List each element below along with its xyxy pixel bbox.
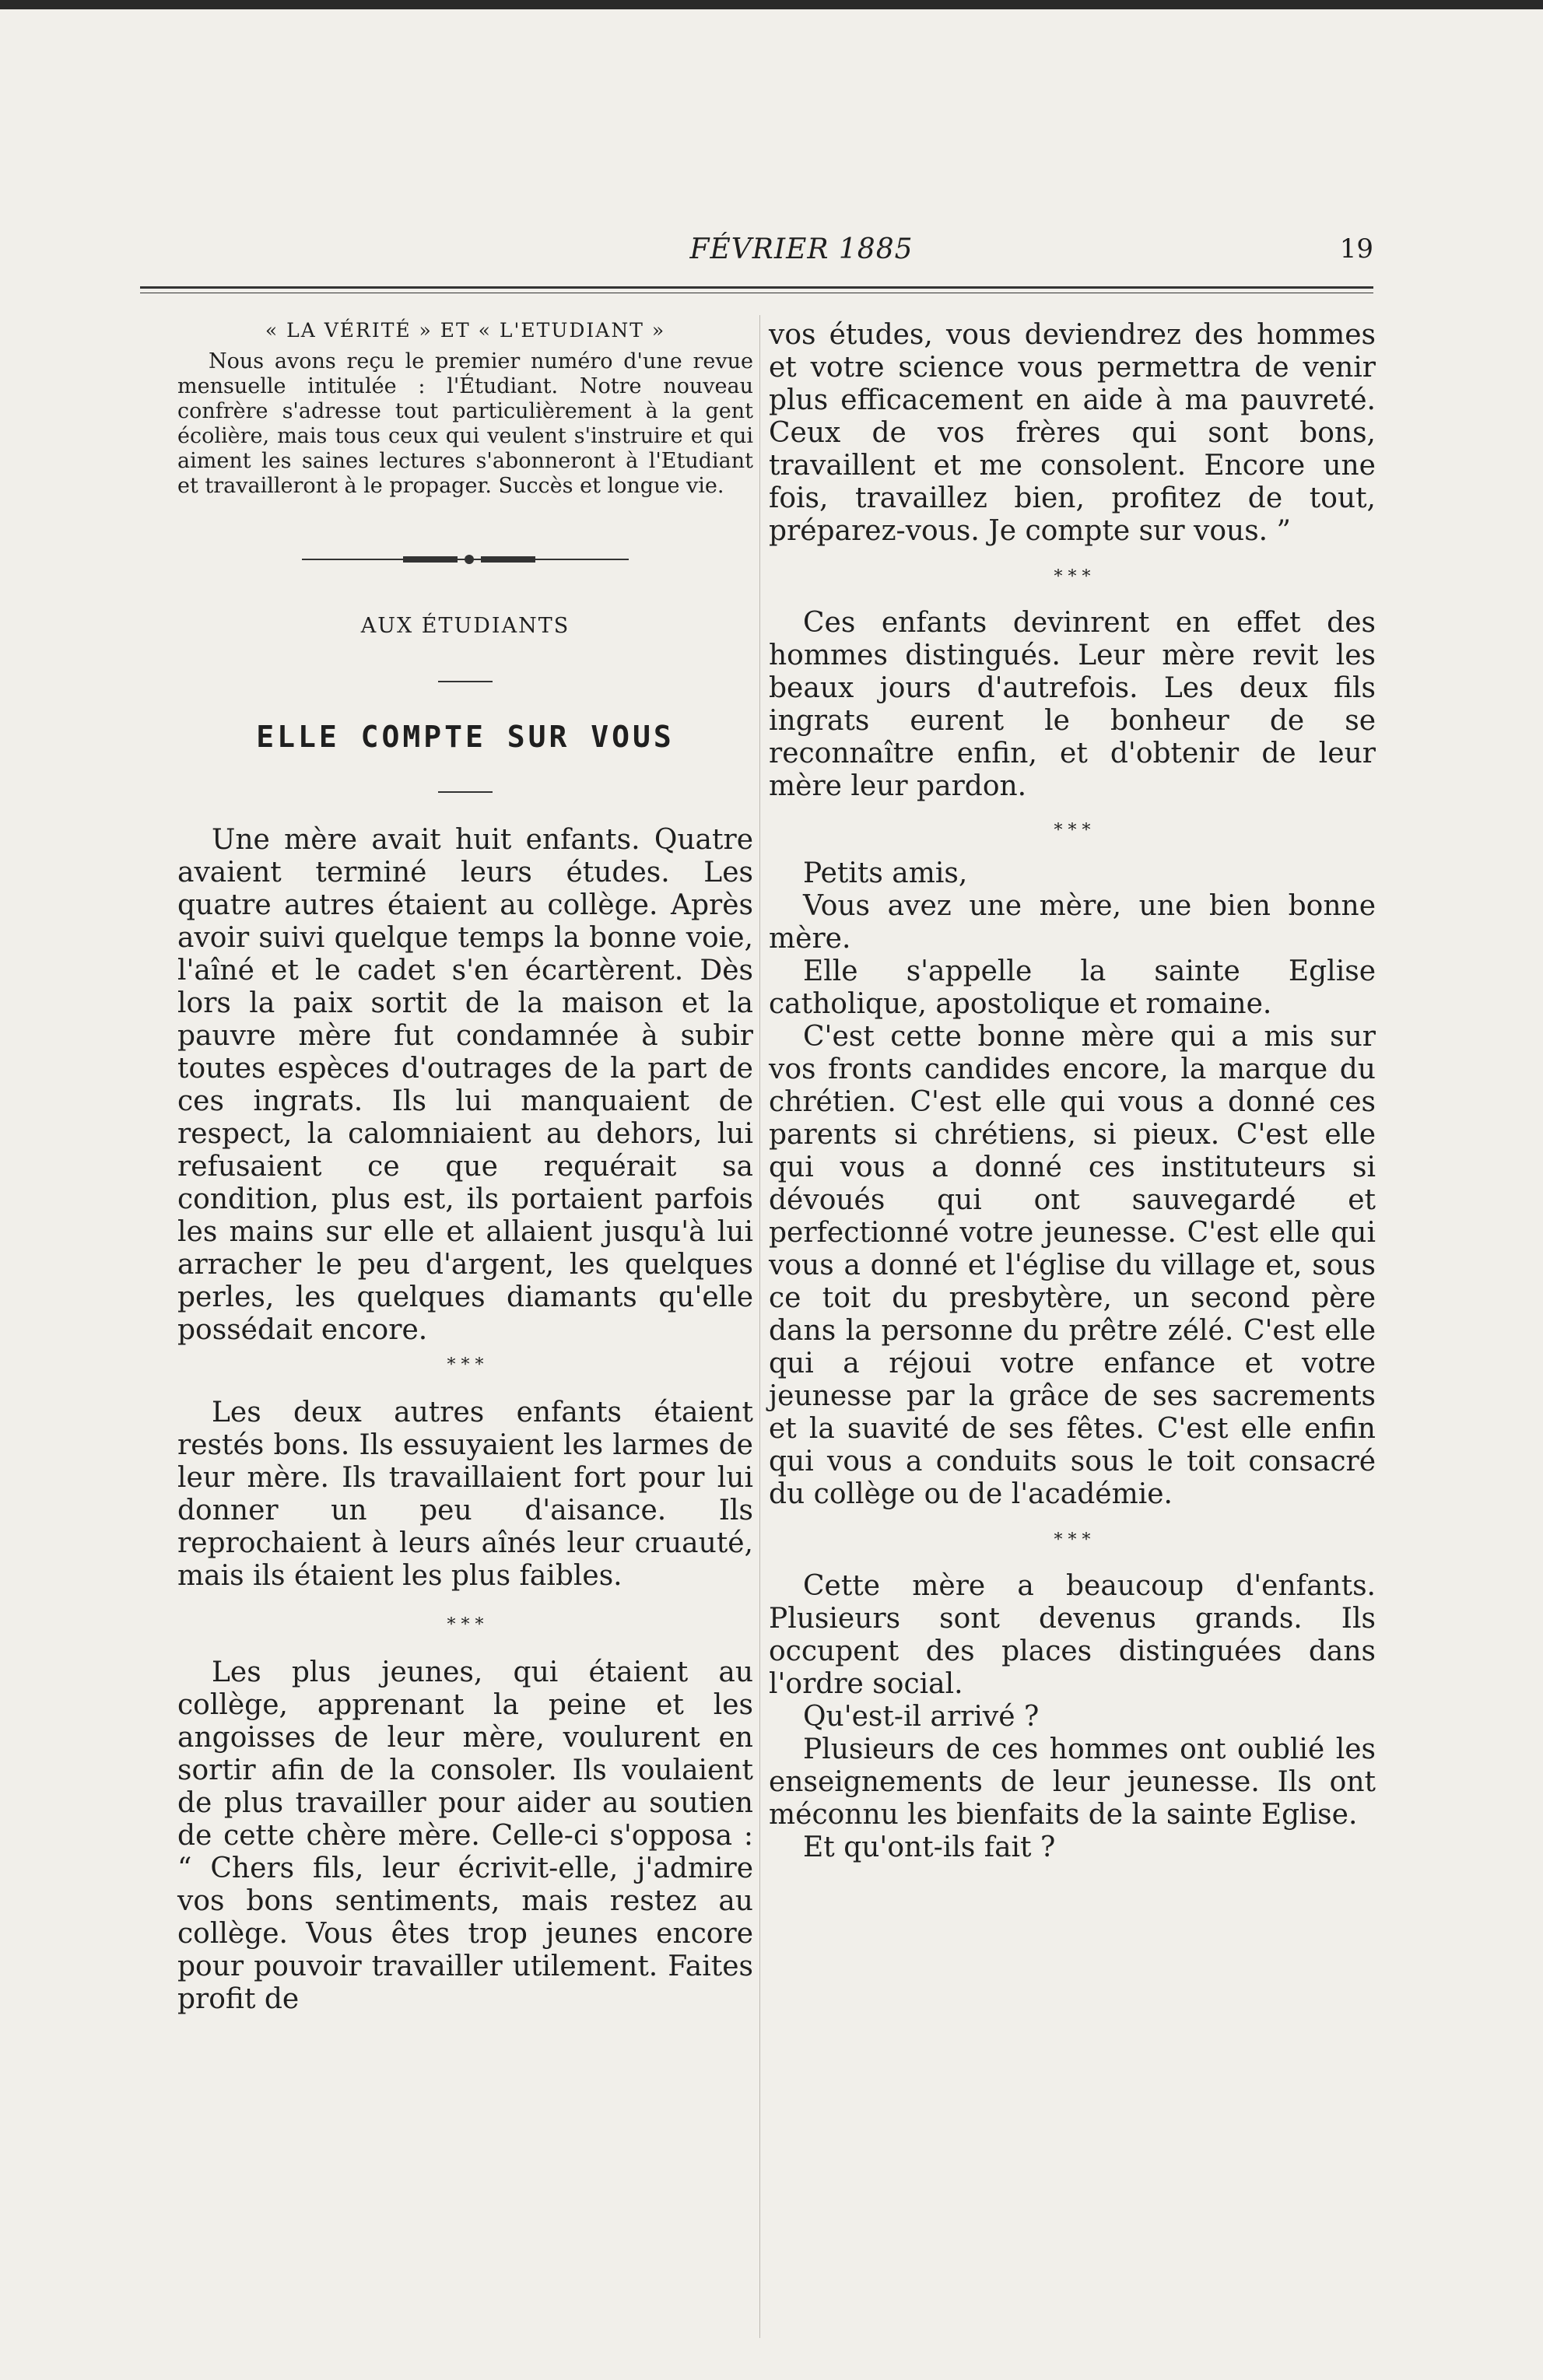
asterism: * * * (1054, 821, 1091, 840)
left-column (177, 319, 753, 2016)
paragraph: Ces enfants devinrent en effet des hommes distingués. Leur mère revit les beaux jours d'autrefois. Les deux fils ingrats eurent le bonheur de se reconnaître enfin, et d'obtenir de leur mère leur pardon. (769, 607, 1376, 802)
asterism: * * * (447, 1615, 484, 1635)
column-divider (759, 315, 760, 2338)
asterism: * * * (1054, 1530, 1091, 1550)
paragraph: Les deux autres enfants étaient restés bons. Ils essuyaient les larmes de leur mère. Ils travaillaient fort pour lui donner un peu d'aisance. Ils reprochaient à leurs aînés leur cruauté, mais ils étaient les plus faibles. (177, 1397, 753, 1592)
paragraph: Et qu'ont-ils fait ? (803, 1831, 1056, 1863)
article-title: ELLE COMPTE SUR VOUS (256, 720, 675, 754)
notice-body: Nous avons reçu le premier numéro d'une revue mensuelle intitulée : l'Étudiant. Notre nouveau confrère s'adresse tout particulièrement à la gent écolière, mais tous ceux qui veulent s'instruire et qui aiment les saines lectures s'abonneront à l'Etudiant et travailleront à le propager. Succès et longue vie. (177, 349, 753, 498)
paragraph: Elle s'appelle la sainte Eglise catholique, apostolique et romaine. (769, 955, 1376, 1020)
header-rule (140, 286, 1373, 289)
right-column (769, 319, 1376, 1864)
notice-title: « LA VÉRITÉ » ET « L'ETUDIANT » (265, 319, 666, 342)
paragraph: Les plus jeunes, qui étaient au collège, apprenant la peine et les angoisses de leur mère, voulurent en sortir afin de la consoler. Ils voulaient de plus travailler pour aider au soutien de cette chère mère. Celle-ci s'opposa : “ Chers fils, leur écrivit-elle, j'admire vos bons sentiments, mais restez au collège. Vous êtes trop jeunes encore pour pouvoir travailler utilement. Faites profit de (177, 1656, 753, 2015)
salutation: Petits amis, (803, 857, 968, 889)
section-title: AUX ÉTUDIANTS (360, 614, 570, 638)
paragraph: Cette mère a beaucoup d'enfants. Plusieurs sont devenus grands. Ils occupent des places distinguées dans l'ordre social. (769, 1570, 1376, 1700)
paragraph: Une mère avait huit enfants. Quatre avaient terminé leurs études. Les quatre autres étaient au collège. Après avoir suivi quelque temps la bonne voie, l'aîné et le cadet s'en écartèrent. Dès lors la paix sortit de la maison et la pauvre mère fut condamnée à subir toutes espèces d'outrages de la part de ces ingrats. Ils lui manquaient de respect, la calomniaient au dehors, lui refusaient ce que requérait sa condition, plus est, ils portaient parfois les mains sur elle et allaient jusqu'à lui arracher le peu d'argent, les quelques perles, les quelques diamants qu'elle possédait encore. (177, 824, 753, 1346)
paragraph: Vous avez une mère, une bien bonne mère. (769, 890, 1376, 955)
paragraph: Plusieurs de ces hommes ont oublié les enseignements de leur jeunesse. Ils ont méconnu les bienfaits de la sainte Eglise. (769, 1733, 1376, 1831)
top-border (0, 0, 1543, 9)
paragraph: Qu'est-il arrivé ? (803, 1701, 1040, 1733)
paragraph: C'est cette bonne mère qui a mis sur vos fronts candides encore, la marque du chrétien. C'est elle qui vous a donné ces parents si chrétiens, si pieux. C'est elle qui vous a donné ces instituteurs si dévoués qui ont sauvegardé et perfectionné votre jeunesse. C'est elle qui vous a donné et l'église du village et, sous ce toit du presbytère, un second père dans la personne du prêtre zélé. C'est elle qui a réjoui votre enfance et votre jeunesse par la grâce de ses sacrements et la suavité de ses fêtes. C'est elle enfin qui vous a conduits sous le toit consacré du collège ou de l'académie. (769, 1021, 1376, 1510)
ornament-divider (302, 553, 629, 566)
page-number: 19 (1339, 233, 1373, 265)
paragraph-continued: vos études, vous deviendrez des hommes et votre science vous permettra de venir plus efficacement en aide à ma pauvreté. Ceux de vos frères qui sont bons, travaillent et me consolent. Encore une fois, travaillez bien, profitez de tout, préparez-vous. Je compte sur vous. ” (769, 319, 1376, 547)
page-header (140, 233, 1373, 280)
issue-date: FÉVRIER 1885 (689, 233, 914, 265)
asterism: * * * (447, 1355, 484, 1375)
asterism: * * * (1054, 567, 1091, 587)
